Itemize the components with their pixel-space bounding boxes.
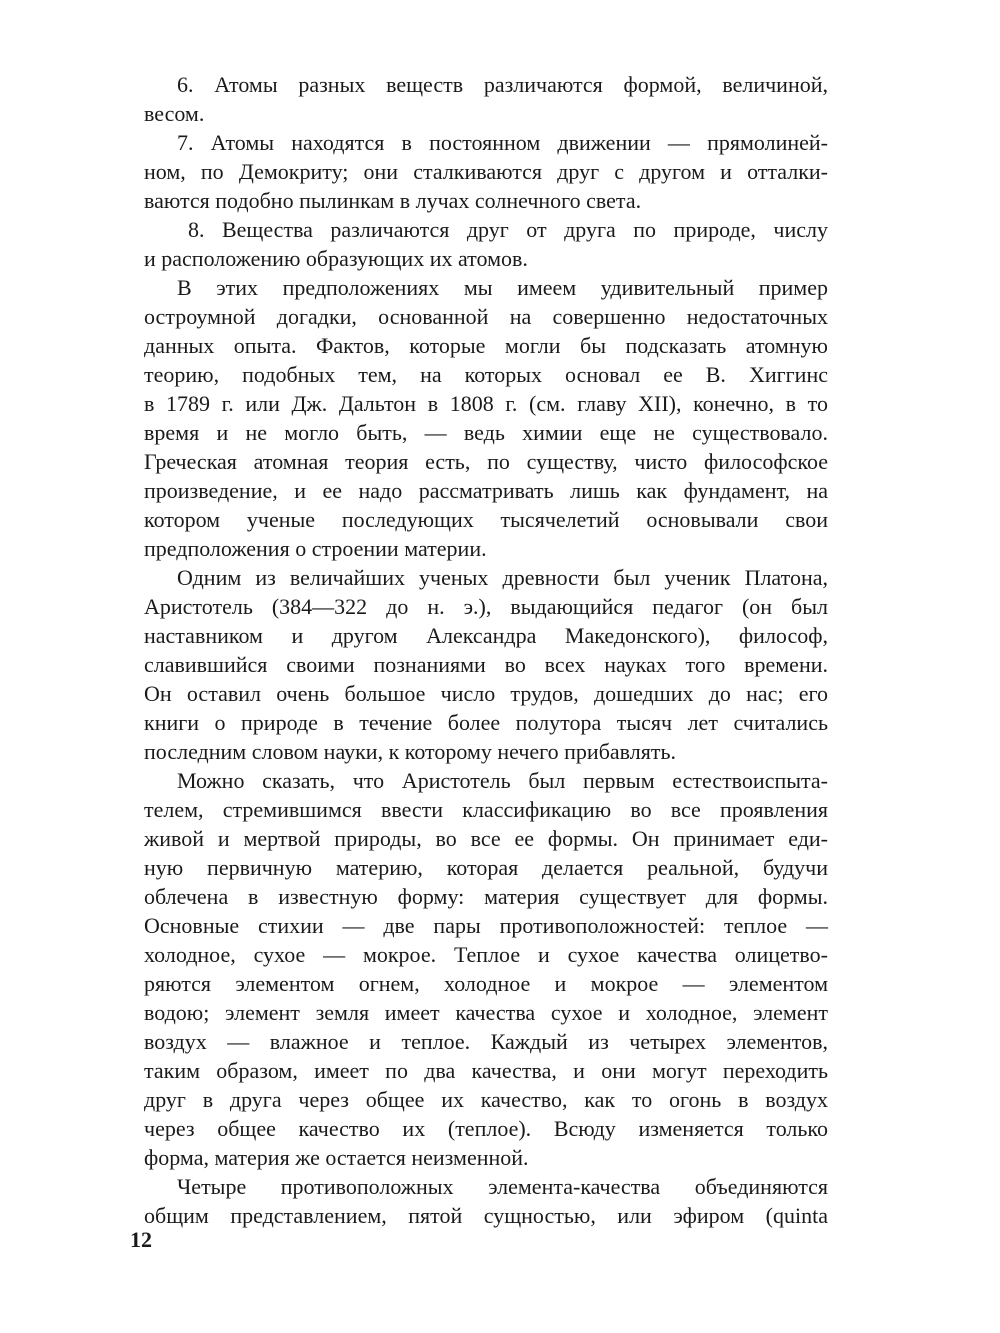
text-line: последним словом науки, к которому нечего прибавлять. — [144, 739, 677, 764]
text-line: Он оставил очень большое число трудов, дошедших до нас; его — [144, 681, 828, 706]
text-line: остроумной догадки, основанной на совершенно недостаточных — [144, 304, 828, 329]
text-line: Основные стихии — две пары противоположностей: теплое — — [144, 913, 828, 938]
text-line: холодное, сухое — мокрое. Теплое и сухое качества олицетво- — [144, 942, 828, 967]
text-line: форма, материя же остается неизменной. — [144, 1145, 529, 1170]
text-line: общим представлением, пятой сущностью, или эфиром (quinta — [144, 1203, 828, 1228]
text-line: 6. Атомы разных веществ различаются формой, величиной, — [177, 72, 828, 97]
text-line: Одним из величайших ученых древности был ученик Платона, — [177, 565, 828, 590]
text-line: воздух — влажное и теплое. Каждый из четырех элементов, — [144, 1029, 828, 1054]
text-line: данных опыта. Фактов, которые могли бы подсказать атомную — [144, 333, 828, 358]
text-line: телем, стремившимся ввести классификацию во все проявления — [144, 797, 828, 822]
text-line: время и не могло быть, — ведь химии еще не существовало. — [144, 420, 828, 445]
text-line: таким образом, имеет по два качества, и они могут переходить — [144, 1058, 828, 1083]
text-line: весом. — [144, 101, 205, 126]
text-line: ную первичную материю, которая делается реальной, будучи — [144, 855, 828, 880]
text-line: 7. Атомы находятся в постоянном движении — прямолиней- — [177, 130, 828, 155]
page-number: 12 — [130, 1227, 152, 1252]
text-line: живой и мертвой природы, во все ее формы. Он принимает еди- — [144, 826, 828, 851]
text-line: ваются подобно пылинкам в лучах солнечного света. — [144, 188, 642, 213]
text-line: В этих предположениях мы имеем удивительный пример — [177, 275, 828, 300]
text-line: облечена в известную форму: материя существует для формы. — [144, 884, 828, 909]
text-line: 8. Вещества различаются друг от друга по природе, числу — [188, 217, 828, 242]
text-line: Можно сказать, что Аристотель был первым естествоиспыта- — [177, 768, 828, 793]
text-line: книги о природе в течение более полутора тысяч лет считались — [144, 710, 828, 735]
text-line: и расположению образующих их атомов. — [144, 246, 528, 271]
text-line: водою; элемент земля имеет качества сухое и холодное, элемент — [144, 1000, 828, 1025]
text-line: славившийся своими познаниями во всех науках того времени. — [144, 652, 828, 677]
text-line: предположения о строении материи. — [144, 536, 487, 561]
text-line: Аристотель (384—322 до н. э.), выдающийся педагог (он был — [144, 594, 828, 619]
text-line: через общее качество их (теплое). Всюду изменяется только — [144, 1116, 828, 1141]
text-line: ряются элементом огнем, холодное и мокрое — элементом — [144, 971, 828, 996]
text-line: теорию, подобных тем, на которых основал ее В. Хиггинс — [144, 362, 828, 387]
text-line: Греческая атомная теория есть, по существу, чисто философское — [144, 449, 828, 474]
text-line: котором ученые последующих тысячелетий основывали свои — [144, 507, 828, 532]
text-line: ном, по Демокриту; они сталкиваются друг с другом и отталки- — [144, 159, 828, 184]
text-line: произведение, и ее надо рассматривать лишь как фундамент, на — [144, 478, 828, 503]
text-line: Четыре противоположных элемента-качества объединяются — [177, 1174, 828, 1199]
text-line: в 1789 г. или Дж. Дальтон в 1808 г. (см. главу XII), конечно, в то — [144, 391, 828, 416]
body-text — [144, 70, 828, 1230]
text-line: друг в друга через общее их качество, как то огонь в воздух — [144, 1087, 828, 1112]
text-line: наставником и другом Александра Македонского), философ, — [144, 623, 828, 648]
